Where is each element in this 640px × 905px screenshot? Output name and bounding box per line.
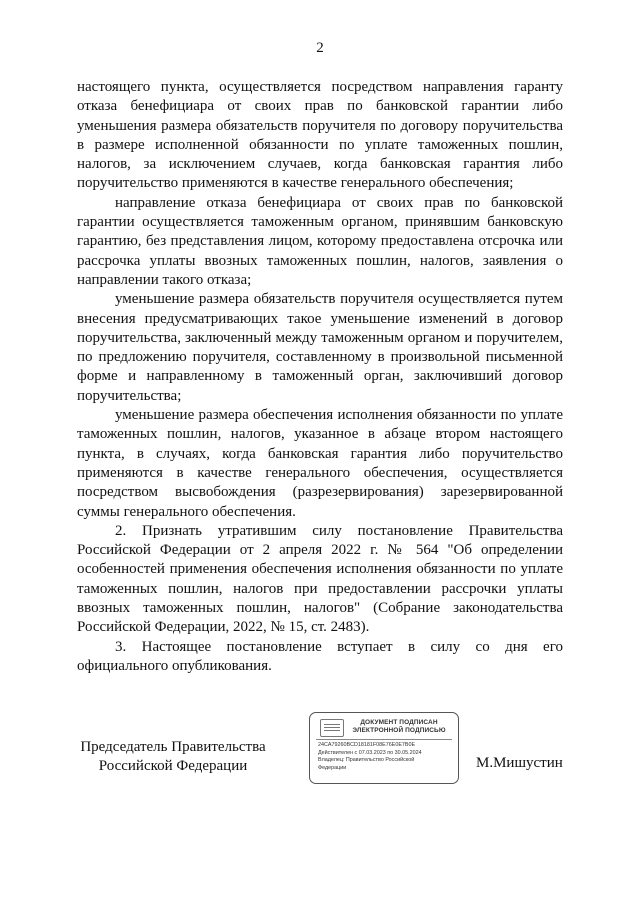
signer-name: М.Мишустин: [476, 755, 563, 771]
page-number: 2: [316, 40, 324, 56]
stamp-heading: [346, 719, 452, 735]
signer-title-line-1: Председатель Правительства: [80, 739, 266, 755]
stamp-divider: [316, 739, 452, 740]
stamp-certificate: 24CA79260BCD18181F08E76E0E7B0E: [318, 742, 416, 748]
stamp-owner-line-1: Владелец: Правительство Российской: [318, 757, 415, 764]
stamp-validity: Действителен с 07.03.2023 по 30.05.2024: [318, 749, 422, 756]
paragraph-3: уменьшение размера обязательств поручителя осуществляется путем внесения предусматривающих такое уменьшение изменений в договор поручительства, заключенный между таможенным органом и поручителем, по предложению поручителя, составленному в произвольной письменной форме и направленному в таможенный орган, заключивший договор поручительства;: [77, 291, 563, 404]
paragraph-2: направление отказа бенефициара от своих прав по банковской гарантии осуществляется таможенным органом, принявшим банковскую гарантию, без представления лицом, которому предоставлена отсрочка или рассрочка уплаты ввозных таможенных пошлин, налогов, заявления о направлении такого отказа;: [77, 194, 563, 288]
signer-title: [78, 738, 268, 776]
stamp-details: [318, 742, 454, 772]
stamp-owner-line-2: Федерации: [318, 764, 347, 771]
paragraph-6: 3. Настоящее постановление вступает в силу со дня его официального опубликования.: [77, 638, 563, 674]
signer-title-line-2: Российской Федерации: [98, 758, 248, 774]
paragraph-5: 2. Признать утратившим силу постановление Правительства Российской Федерации от 2 апреля 2022 г. № 564 "Об определении особенностей применения обеспечения исполнения обязанности по уплате таможенных пошлин, налогов при предоставлении рассрочки уплаты ввозных таможенных пошлин, налогов" (Собрание законодательства Российской Федерации, 2022, № 15, ст. 2483).: [77, 522, 563, 636]
paragraph-1: настоящего пункта, осуществляется посредством направления гаранту отказа бенефициара от своих прав по банковской гарантии либо уменьшения размера обязательств поручителя по договору поручительства в размере исполненной обязанности по уплате таможенных пошлин, налогов, за исключением случаев, когда банковская гарантия либо поручительство применяются в качестве генерального обеспечения;: [77, 79, 563, 192]
emblem-icon: [320, 719, 344, 737]
stamp-heading-line-1: ДОКУМЕНТ ПОДПИСАН: [360, 719, 438, 726]
body-text: [77, 78, 563, 676]
electronic-signature-stamp: [309, 712, 459, 784]
stamp-heading-line-2: ЭЛЕКТРОННОЙ ПОДПИСЬЮ: [352, 727, 446, 734]
paragraph-4: уменьшение размера обеспечения исполнения обязанности по уплате таможенных пошлин, налогов, указанное в абзаце втором настоящего пункта, в случаях, когда банковская гарантия либо поручительство применяются в качестве генерального обеспечения, осуществляется посредством высвобождения (разрезервирования) зарезервированной суммы генерального обеспечения.: [77, 407, 563, 520]
